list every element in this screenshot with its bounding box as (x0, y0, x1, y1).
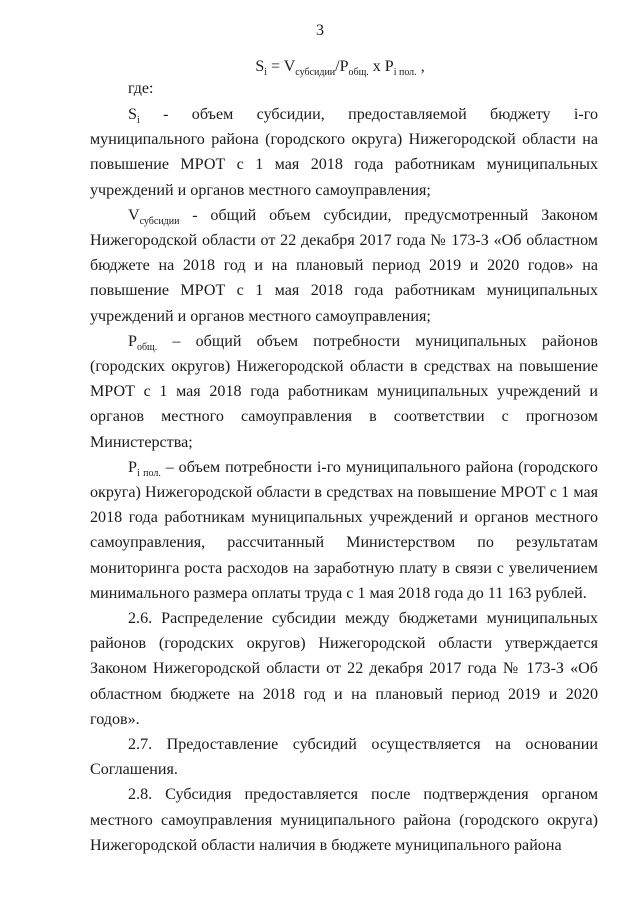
page-number: 3 (316, 22, 324, 39)
clause-2-8: 2.8. Субсидия предоставляется после подтверждения органом местного самоуправления муниципального района (городского округа) Нижегородской области наличия в бюджете муниципального района (90, 786, 598, 854)
clause-2-6: 2.6. Распределение субсидии между бюджетами муниципальных районов (городских округов) Нижегородской области утверждается Законом Нижегородской области от 22 декабря 2017 года № 173-З «Об областном бюджете на 2018 год и на плановый период 2019 и 2020 годов». (90, 610, 598, 728)
definition-s-i: $S_i$ - объем субсидии, предоставляемой бюджету i-го муниципального района (городского округа) Нижегородской области на повышение МРОТ с 1 мая 2018 года работникам муниципальных учреждений и органов местного самоуправления; (90, 106, 598, 199)
clause-2-7: 2.7. Предоставление субсидий осуществляется на основании Соглашения. (90, 736, 598, 779)
formula: $S_i = V_{субсидии}/P_{общ.}$ x $P_{i пол.}$ , (255, 58, 425, 79)
definition-p-i: $P_{i пол.}$ – объем потребности i-го муниципального района (городского округа) Нижегородской области в средствах на повышение МРОТ с 1 мая 2018 года работникам муниципальных учреждений и органов местного самоуправления, рассчитанный Министерством по результатам мониторинга роста расходов на заработную плату в связи с увеличением минимального размера оплаты труда с 1 мая 2018 года до 11 163 рублей. (90, 458, 598, 602)
where-label: где: (128, 80, 154, 97)
document-body (90, 102, 598, 858)
definition-v-subsidy: $V_{субсидии}$ - общий объем субсидии, предусмотренный Законом Нижегородской области от 22 декабря 2017 года № 173-З «Об областном бюджете на 2018 год и на плановый период 2019 и 2020 годов» на повышение МРОТ с 1 мая 2018 года работникам муниципальных учреждений и органов местного самоуправления; (90, 206, 598, 325)
definition-p-total: $P_{общ.}$ – общий объем потребности муниципальных районов (городских округов) Нижегородской области в средствах на повышение МРОТ с 1 мая 2018 года работникам муниципальных учреждений и органов местного самоуправления в соответствии с прогнозом Министерства; (90, 332, 598, 451)
